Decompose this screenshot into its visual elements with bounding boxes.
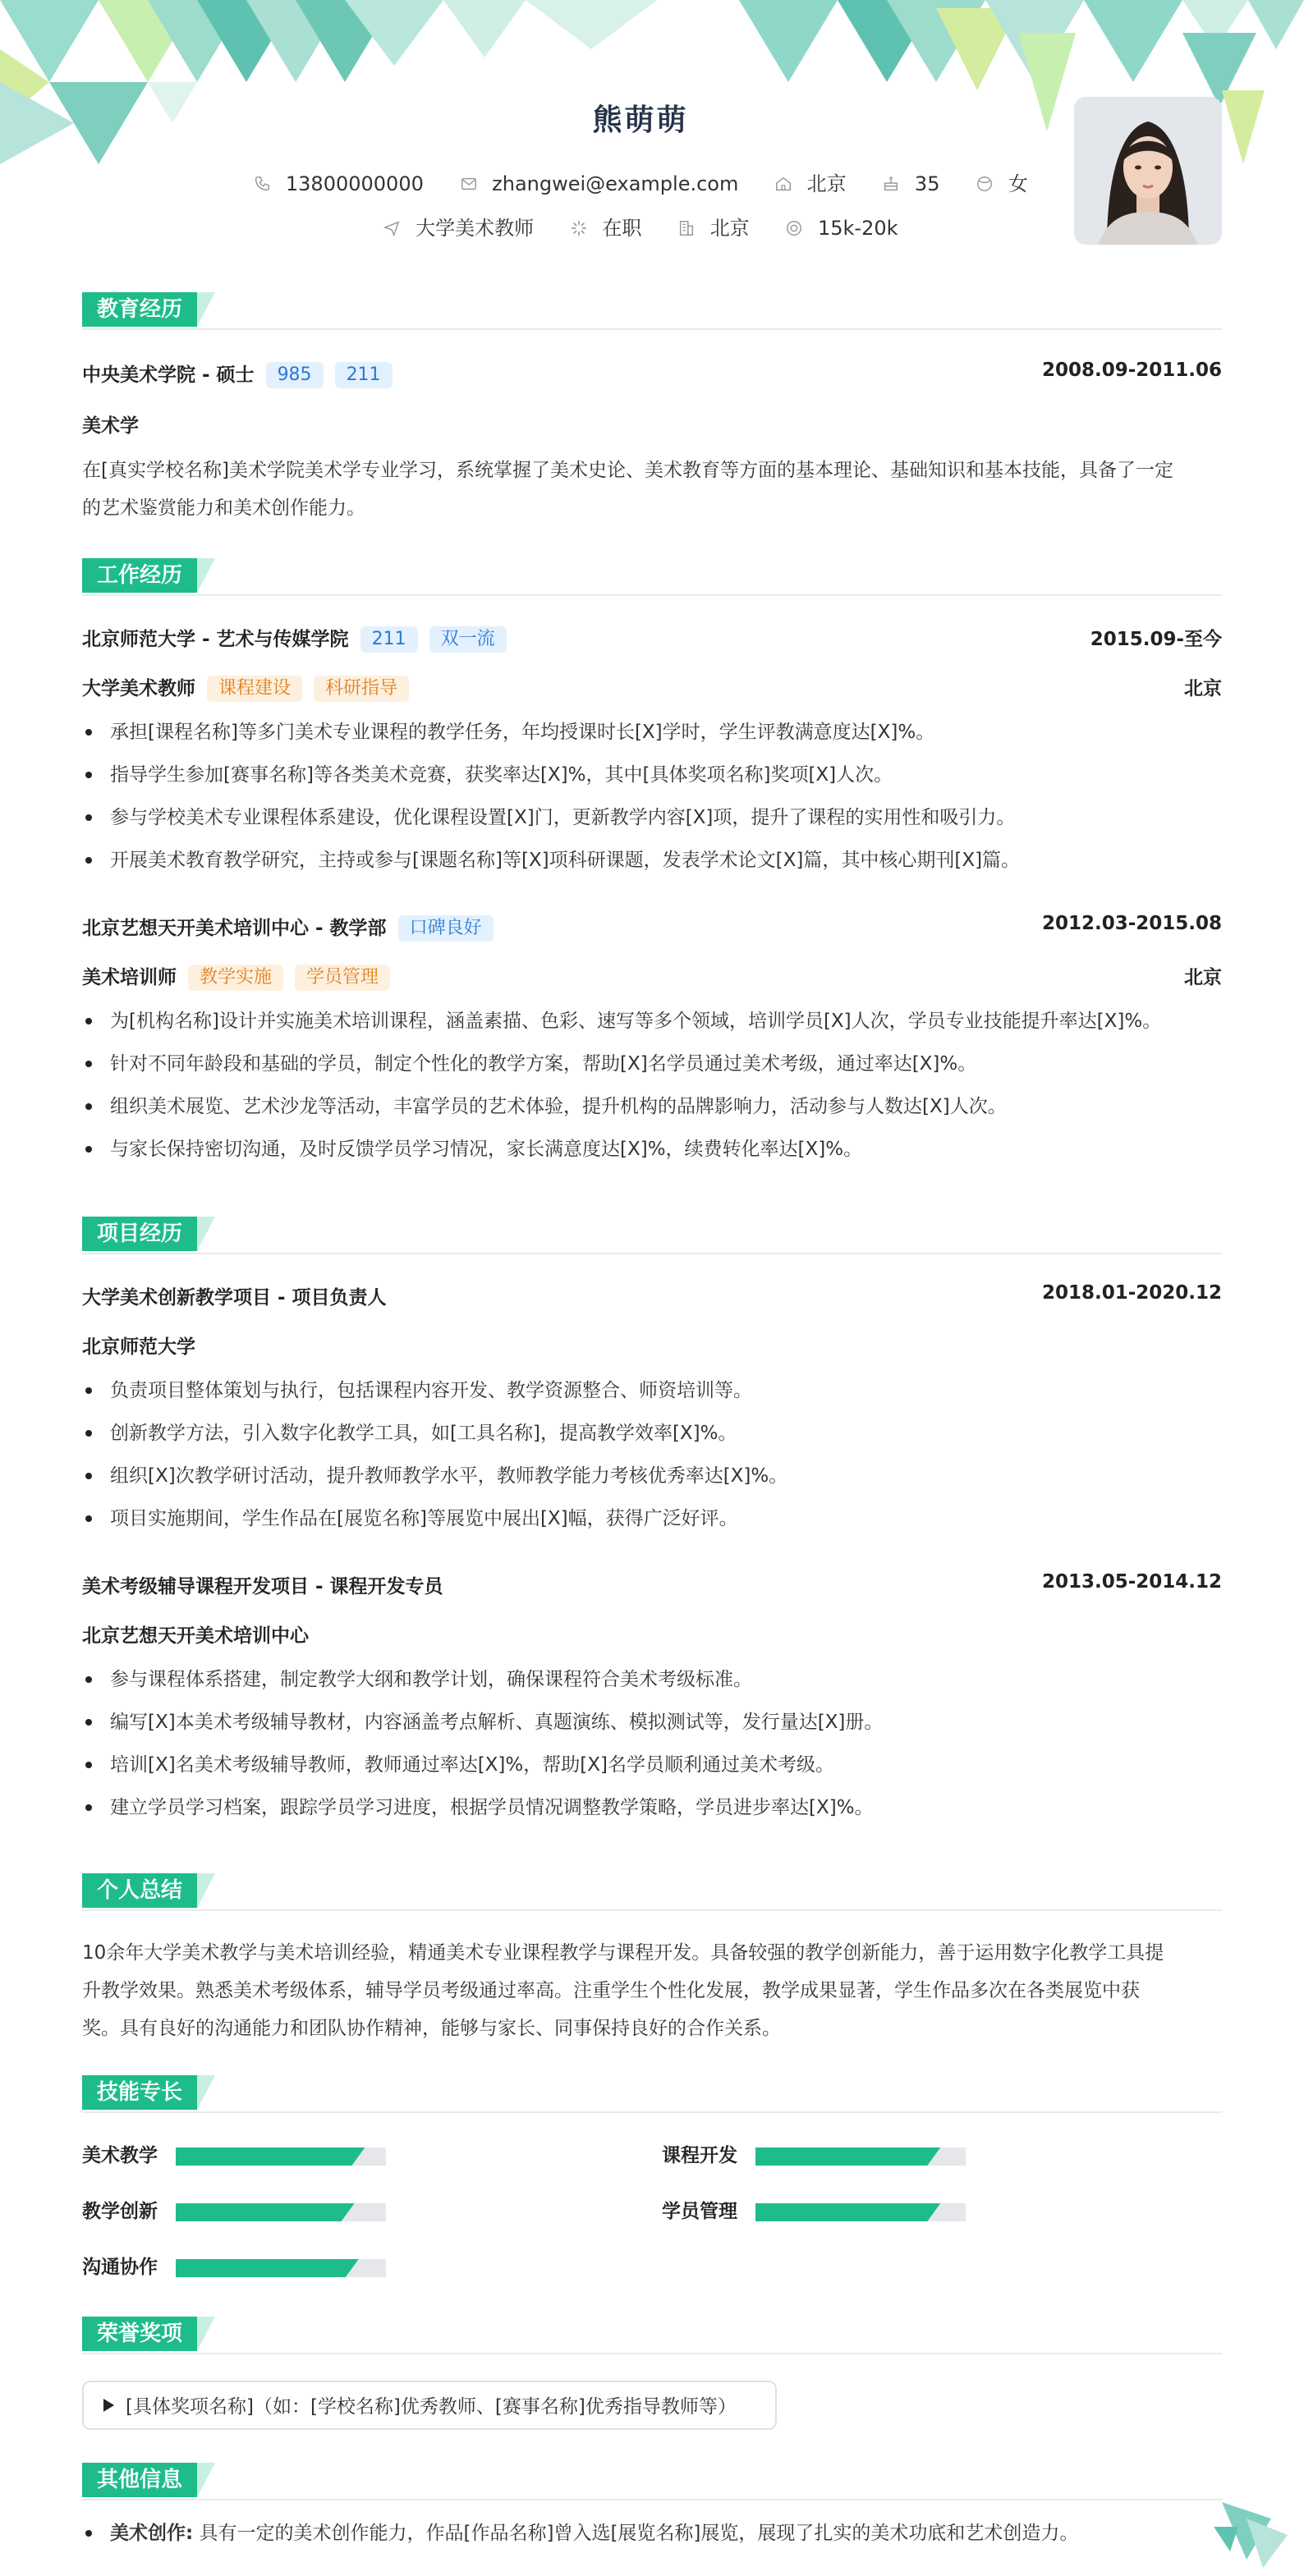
project-date: 2018.01-2020.12 (1041, 1282, 1222, 1304)
summary-line: 10余年大学美术教学与美术培训经验，精通美术专业课程教学与课程开发。具备较强的教学创新能力，善于运用数字化教学工具提 (82, 1942, 1164, 1964)
summary-section (82, 1870, 1222, 2039)
project-org: 北京艺想天开美术培训中心 (82, 1625, 309, 1647)
company-line (82, 913, 494, 942)
skills-section (82, 2072, 1222, 2278)
work-date: 2015.09-至今 (1090, 629, 1222, 650)
corner-decoration (1214, 2494, 1288, 2568)
project-org: 北京师范大学 (82, 1336, 195, 1358)
status-text: 在职 (602, 217, 642, 240)
profile-photo (1074, 97, 1222, 245)
salary-text: 15k-20k (817, 217, 898, 240)
target-city-info (677, 212, 750, 241)
position-info (383, 212, 534, 241)
phone-text: 13800000000 (285, 172, 424, 195)
list-item (82, 2512, 1222, 2555)
cake-icon (882, 175, 900, 193)
tag-badge: 211 (360, 626, 418, 653)
work-location: 北京 (1184, 967, 1222, 988)
building-icon (677, 219, 696, 237)
section-title: 教育经历 (82, 292, 197, 327)
list-item: 创新教学方法，引入数字化教学工具，如[工具名称]，提高教学效率[X]%。 (82, 1412, 1222, 1455)
section-header (82, 289, 1222, 330)
mail-icon (460, 175, 478, 193)
other-section (82, 2459, 1222, 2544)
skill-name: 课程开发 (662, 2145, 737, 2166)
section-header (82, 555, 1222, 596)
age-info (882, 172, 939, 195)
job-intent-row (82, 212, 1199, 241)
city-text: 北京 (806, 172, 847, 195)
contact-row (82, 167, 1199, 196)
person-icon (976, 175, 994, 193)
skill-bar-fill (176, 2259, 359, 2277)
projects-section (82, 1213, 1222, 1818)
award-item[interactable] (82, 2381, 777, 2430)
skill-bar (755, 2147, 966, 2166)
list-item: 建立学员学习档案，跟踪学员学习进度，根据学员情况调整教学策略，学员进步率达[X]%。 (82, 1786, 1222, 1829)
skill-item (82, 2139, 411, 2172)
tag-badge: 211 (335, 362, 393, 388)
skill-name: 学员管理 (662, 2201, 737, 2222)
role-tag: 教学实施 (188, 965, 283, 991)
role-name: 美术培训师 (82, 967, 177, 988)
role-tag: 课程建设 (207, 676, 302, 702)
work-date: 2012.03-2015.08 (1041, 913, 1222, 934)
skill-bar (176, 2259, 386, 2277)
work-location: 北京 (1184, 678, 1222, 699)
tag-badge: 985 (266, 362, 324, 388)
position-text: 大学美术教师 (416, 217, 535, 240)
major-name: 美术学 (82, 415, 139, 437)
skill-bar-fill (176, 2203, 355, 2221)
summary-line: 升教学效果。熟悉美术考级体系，辅导学员考级通过率高。注重学生个性化发展，教学成果显著，学生作品多次在各类展览中获 (82, 1980, 1140, 2001)
section-title: 个人总结 (82, 1873, 197, 1908)
list-item: 参与课程体系搭建，制定教学大纲和教学计划，确保课程符合美术考级标准。 (82, 1658, 1222, 1701)
phone-icon (253, 175, 271, 193)
role-tag: 学员管理 (295, 965, 390, 991)
salary-info (785, 217, 898, 240)
section-header (82, 2072, 1222, 2113)
email-text: zhangwei@example.com (492, 172, 739, 195)
role-name: 大学美术教师 (82, 678, 195, 699)
skill-bar (755, 2203, 966, 2221)
section-header (82, 1870, 1222, 1911)
school-name: 中央美术学院 - 硕士 (82, 364, 255, 386)
list-item: 开展美术教育教学研究，主持或参与[课题名称]等[X]项科研课题，发表学术论文[X]篇，其中核心期刊[X]篇。 (82, 839, 1222, 882)
project-bullets (82, 1369, 1222, 1540)
list-item: 参与学校美术专业课程体系建设，优化课程设置[X]门，更新教学内容[X]项，提升了课程的实用性和吸引力。 (82, 796, 1222, 839)
skill-item (82, 2251, 411, 2284)
age-text: 35 (914, 172, 940, 195)
gender-text: 女 (1008, 172, 1028, 195)
role-line (82, 962, 390, 991)
section-header (82, 2313, 1222, 2354)
work-bullets (82, 711, 1222, 882)
section-title: 其他信息 (82, 2463, 197, 2497)
list-item: 编写[X]本美术考级辅导教材，内容涵盖考点解析、真题演练、模拟测试等，发行量达[X]册。 (82, 1701, 1222, 1744)
skill-item (662, 2195, 990, 2228)
role-tag: 科研指导 (314, 676, 409, 702)
summary-line: 奖。具有良好的沟通能力和团队协作精神，能够与家长、同事保持良好的合作关系。 (82, 2018, 781, 2039)
home-icon (774, 175, 792, 193)
skill-bar-fill (755, 2147, 940, 2166)
skill-bar-fill (755, 2203, 940, 2221)
education-date: 2008.09-2011.06 (1041, 360, 1222, 381)
section-header (82, 1213, 1222, 1254)
tag-badge: 口碑良好 (398, 915, 494, 942)
tag-badge: 双一流 (429, 626, 507, 653)
expand-arrow-icon (103, 2399, 114, 2412)
loading-icon (570, 219, 588, 237)
section-title: 荣誉奖项 (82, 2317, 197, 2351)
skill-item (82, 2195, 411, 2228)
other-label: 美术创作: (110, 2523, 194, 2544)
coin-icon (785, 219, 803, 237)
skill-bar-fill (176, 2147, 365, 2166)
company-name: 北京艺想天开美术培训中心 - 教学部 (82, 918, 387, 939)
section-header (82, 2459, 1222, 2500)
description-line: 的艺术鉴赏能力和美术创作能力。 (82, 497, 365, 519)
list-item: 承担[课程名称]等多门美术专业课程的教学任务，年均授课时长[X]学时，学生评教满意度达[X]%。 (82, 711, 1222, 754)
other-bullets (82, 2512, 1222, 2555)
phone-info (253, 172, 424, 195)
section-title: 技能专长 (82, 2075, 197, 2110)
list-item: 负责项目整体策划与执行，包括课程内容开发、教学资源整合、师资培训等。 (82, 1369, 1222, 1412)
section-title: 工作经历 (82, 558, 197, 593)
skill-bar (176, 2147, 386, 2166)
city-info (774, 167, 847, 196)
target-city-text: 北京 (709, 217, 750, 240)
summary-text (82, 1934, 1222, 2047)
awards-section (82, 2313, 1222, 2418)
list-item: 针对不同年龄段和基础的学员，制定个性化的教学方案，帮助[X]名学员通过美术考级，通过率达[X]%。 (82, 1043, 1222, 1085)
portrait-image (1074, 97, 1222, 245)
project-name: 大学美术创新教学项目 - 项目负责人 (82, 1287, 387, 1309)
award-text: [具体奖项名称]（如：[学校名称]优秀教师、[赛事名称]优秀指导教师等） (126, 2396, 737, 2418)
send-icon (383, 219, 401, 237)
list-item: 为[机构名称]设计并实施美术培训课程，涵盖素描、色彩、速写等多个领域，培训学员[X]人次，学员专业技能提升率达[X]%。 (82, 1000, 1222, 1043)
education-section (82, 289, 1222, 519)
list-item: 与家长保持密切沟通，及时反馈学员学习情况，家长满意度达[X]%，续费转化率达[X]%。 (82, 1128, 1222, 1171)
skill-name: 沟通协作 (82, 2257, 158, 2278)
school-line (82, 360, 393, 388)
education-description (82, 451, 1222, 527)
role-line (82, 673, 409, 702)
email-info (460, 172, 739, 195)
company-line (82, 624, 507, 653)
list-item: 培训[X]名美术考级辅导教师，教师通过率达[X]%，帮助[X]名学员顺利通过美术考级。 (82, 1744, 1222, 1786)
skill-name: 教学创新 (82, 2201, 158, 2222)
list-item: 组织美术展览、艺术沙龙等活动，丰富学员的艺术体验，提升机构的品牌影响力，活动参与人数达[X]人次。 (82, 1085, 1222, 1128)
status-info (570, 212, 642, 241)
project-date: 2013.05-2014.12 (1041, 1571, 1222, 1593)
list-item: 组织[X]次教学研讨活动，提升教师教学水平，教师教学能力考核优秀率达[X]%。 (82, 1455, 1222, 1497)
skill-item (662, 2139, 990, 2172)
section-title: 项目经历 (82, 1217, 197, 1251)
candidate-name: 熊萌萌 (592, 103, 689, 137)
list-item: 指导学生参加[赛事名称]等各类美术竞赛，获奖率达[X]%，其中[具体奖项名称]奖项[X]人次。 (82, 754, 1222, 796)
skill-bar (176, 2203, 386, 2221)
description-line: 在[真实学校名称]美术学院美术学专业学习，系统掌握了美术史论、美术教育等方面的基本理论、基础知识和基本技能，具备了一定 (82, 460, 1173, 481)
work-section (82, 555, 1222, 1160)
gender-info (976, 167, 1028, 196)
project-name: 美术考级辅导课程开发项目 - 课程开发专员 (82, 1576, 443, 1597)
project-bullets (82, 1658, 1222, 1829)
list-item: 项目实施期间，学生作品在[展览名称]等展览中展出[X]幅，获得广泛好评。 (82, 1497, 1222, 1540)
skill-name: 美术教学 (82, 2145, 158, 2166)
work-bullets (82, 1000, 1222, 1171)
company-name: 北京师范大学 - 艺术与传媒学院 (82, 629, 349, 650)
other-text: 具有一定的美术创作能力，作品[作品名称]曾入选[展览名称]展览，展现了扎实的美术功底和艺术创造力。 (199, 2523, 1079, 2544)
